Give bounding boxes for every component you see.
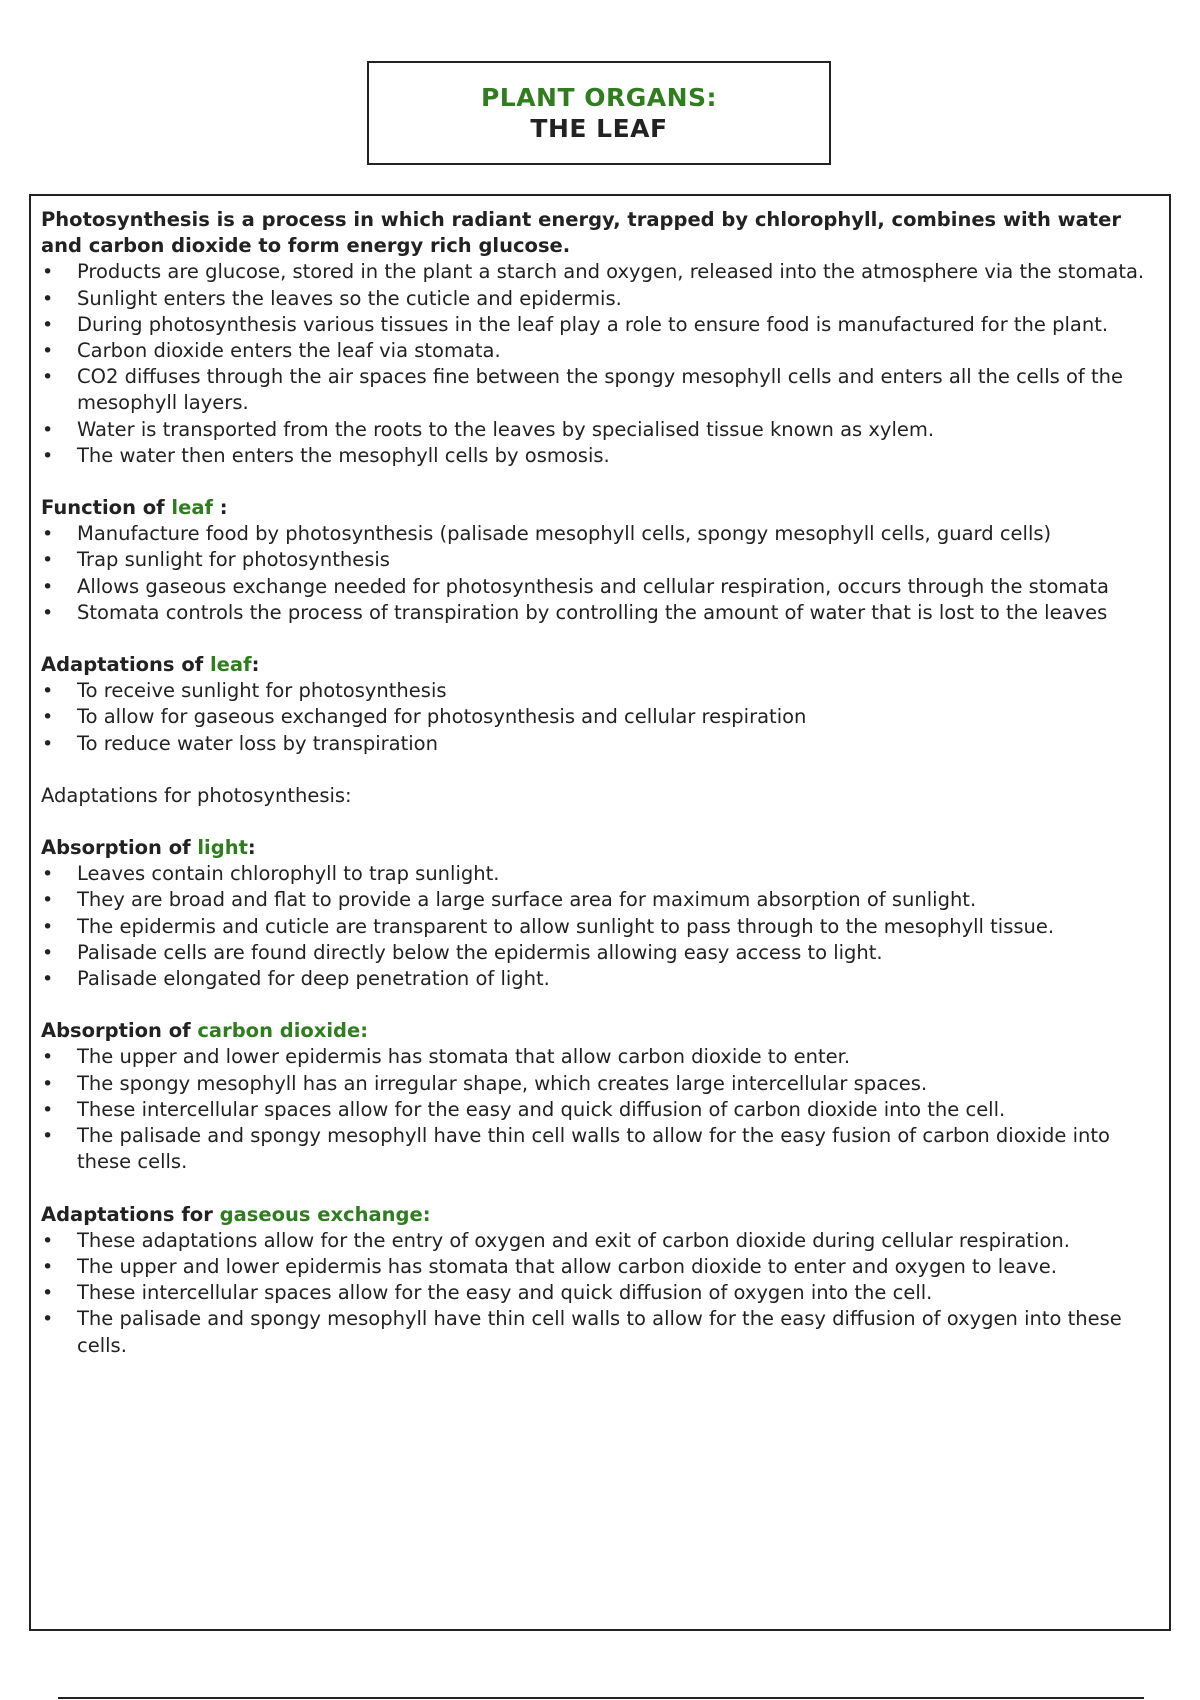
page-subtitle: THE LEAF xyxy=(530,114,668,143)
heading-suffix: : xyxy=(251,653,260,677)
list-item: • These intercellular spaces allow for the easy and quick diffusion of carbon dioxide into the cell. xyxy=(41,1097,1157,1123)
list-item: • Palisade elongated for deep penetration of light. xyxy=(41,966,1157,992)
heading-suffix: : xyxy=(247,836,256,860)
heading-accent: leaf xyxy=(171,496,213,520)
heading-prefix: Absorption of xyxy=(41,1019,198,1043)
list-item: • Allows gaseous exchange needed for photosynthesis and cellular respiration, occurs through the stomata xyxy=(41,574,1157,600)
heading-suffix: : xyxy=(212,496,228,520)
heading-accent: carbon dioxide: xyxy=(197,1019,369,1043)
list-item: • To allow for gaseous exchanged for photosynthesis and cellular respiration xyxy=(41,704,1157,730)
list-item: • The epidermis and cuticle are transparent to allow sunlight to pass through to the mesophyll tissue. xyxy=(41,914,1157,940)
list-item: • These intercellular spaces allow for the easy and quick diffusion of oxygen into the cell. xyxy=(41,1280,1157,1306)
intro-bullet-list xyxy=(41,259,1157,469)
co2-heading xyxy=(41,1018,1157,1044)
list-item: • Water is transported from the roots to the leaves by specialised tissue known as xylem. xyxy=(41,417,1157,443)
heading-prefix: Function of xyxy=(41,496,172,520)
list-item: • The upper and lower epidermis has stomata that allow carbon dioxide to enter and oxygen to leave. xyxy=(41,1254,1157,1280)
list-item: • Sunlight enters the leaves so the cuticle and epidermis. xyxy=(41,286,1157,312)
function-bullet-list xyxy=(41,521,1157,626)
intro-paragraph: Photosynthesis is a process in which radiant energy, trapped by chlorophyll, combines with water and carbon dioxide to form energy rich glucose. xyxy=(41,208,1121,258)
light-bullet-list xyxy=(41,861,1157,992)
list-item: • During photosynthesis various tissues in the leaf play a role to ensure food is manufactured for the plant. xyxy=(41,312,1157,338)
list-item: • Stomata controls the process of transpiration by controlling the amount of water that is lost to the leaves xyxy=(41,600,1157,626)
content-box xyxy=(29,194,1171,1631)
heading-prefix: Adaptations of xyxy=(41,653,210,677)
list-item: • The palisade and spongy mesophyll have thin cell walls to allow for the easy diffusion of oxygen into these cells. xyxy=(41,1306,1157,1358)
heading-prefix: Adaptations for xyxy=(41,1202,220,1226)
list-item: • These adaptations allow for the entry of oxygen and exit of carbon dioxide during cellular respiration. xyxy=(41,1228,1157,1254)
gas-exchange-heading xyxy=(41,1202,1157,1228)
adaptations-bullet-list xyxy=(41,678,1157,757)
bottom-divider xyxy=(58,1697,1144,1699)
list-item: • Leaves contain chlorophyll to trap sunlight. xyxy=(41,861,1157,887)
heading-accent: gaseous exchange: xyxy=(219,1202,431,1226)
title-box xyxy=(367,61,831,165)
heading-prefix: Absorption of xyxy=(41,836,198,860)
list-item: • Manufacture food by photosynthesis (palisade mesophyll cells, spongy mesophyll cells, guard cells) xyxy=(41,521,1157,547)
list-item: • The spongy mesophyll has an irregular shape, which creates large intercellular spaces. xyxy=(41,1071,1157,1097)
adaptations-heading xyxy=(41,652,1157,678)
list-item: • They are broad and flat to provide a large surface area for maximum absorption of sunlight. xyxy=(41,887,1157,913)
light-heading xyxy=(41,835,1157,861)
list-item: • The water then enters the mesophyll cells by osmosis. xyxy=(41,443,1157,469)
function-heading xyxy=(41,495,1157,521)
list-item: • CO2 diffuses through the air spaces fine between the spongy mesophyll cells and enters all the cells of the mesophyll layers. xyxy=(41,364,1157,416)
page-title: PLANT ORGANS: xyxy=(480,83,718,112)
list-item: • The palisade and spongy mesophyll have thin cell walls to allow for the easy fusion of carbon dioxide into these cells. xyxy=(41,1123,1157,1175)
photosynthesis-adaptations-label: Adaptations for photosynthesis: xyxy=(41,783,352,807)
list-item: • Carbon dioxide enters the leaf via stomata. xyxy=(41,338,1157,364)
heading-accent: leaf xyxy=(210,653,252,677)
co2-bullet-list xyxy=(41,1044,1157,1175)
heading-accent: light xyxy=(197,836,248,860)
list-item: • To reduce water loss by transpiration xyxy=(41,731,1157,757)
list-item: • Trap sunlight for photosynthesis xyxy=(41,547,1157,573)
list-item: • Products are glucose, stored in the plant a starch and oxygen, released into the atmosphere via the stomata. xyxy=(41,259,1157,285)
gas-exchange-bullet-list xyxy=(41,1228,1157,1359)
list-item: • Palisade cells are found directly below the epidermis allowing easy access to light. xyxy=(41,940,1157,966)
list-item: • The upper and lower epidermis has stomata that allow carbon dioxide to enter. xyxy=(41,1044,1157,1070)
list-item: • To receive sunlight for photosynthesis xyxy=(41,678,1157,704)
